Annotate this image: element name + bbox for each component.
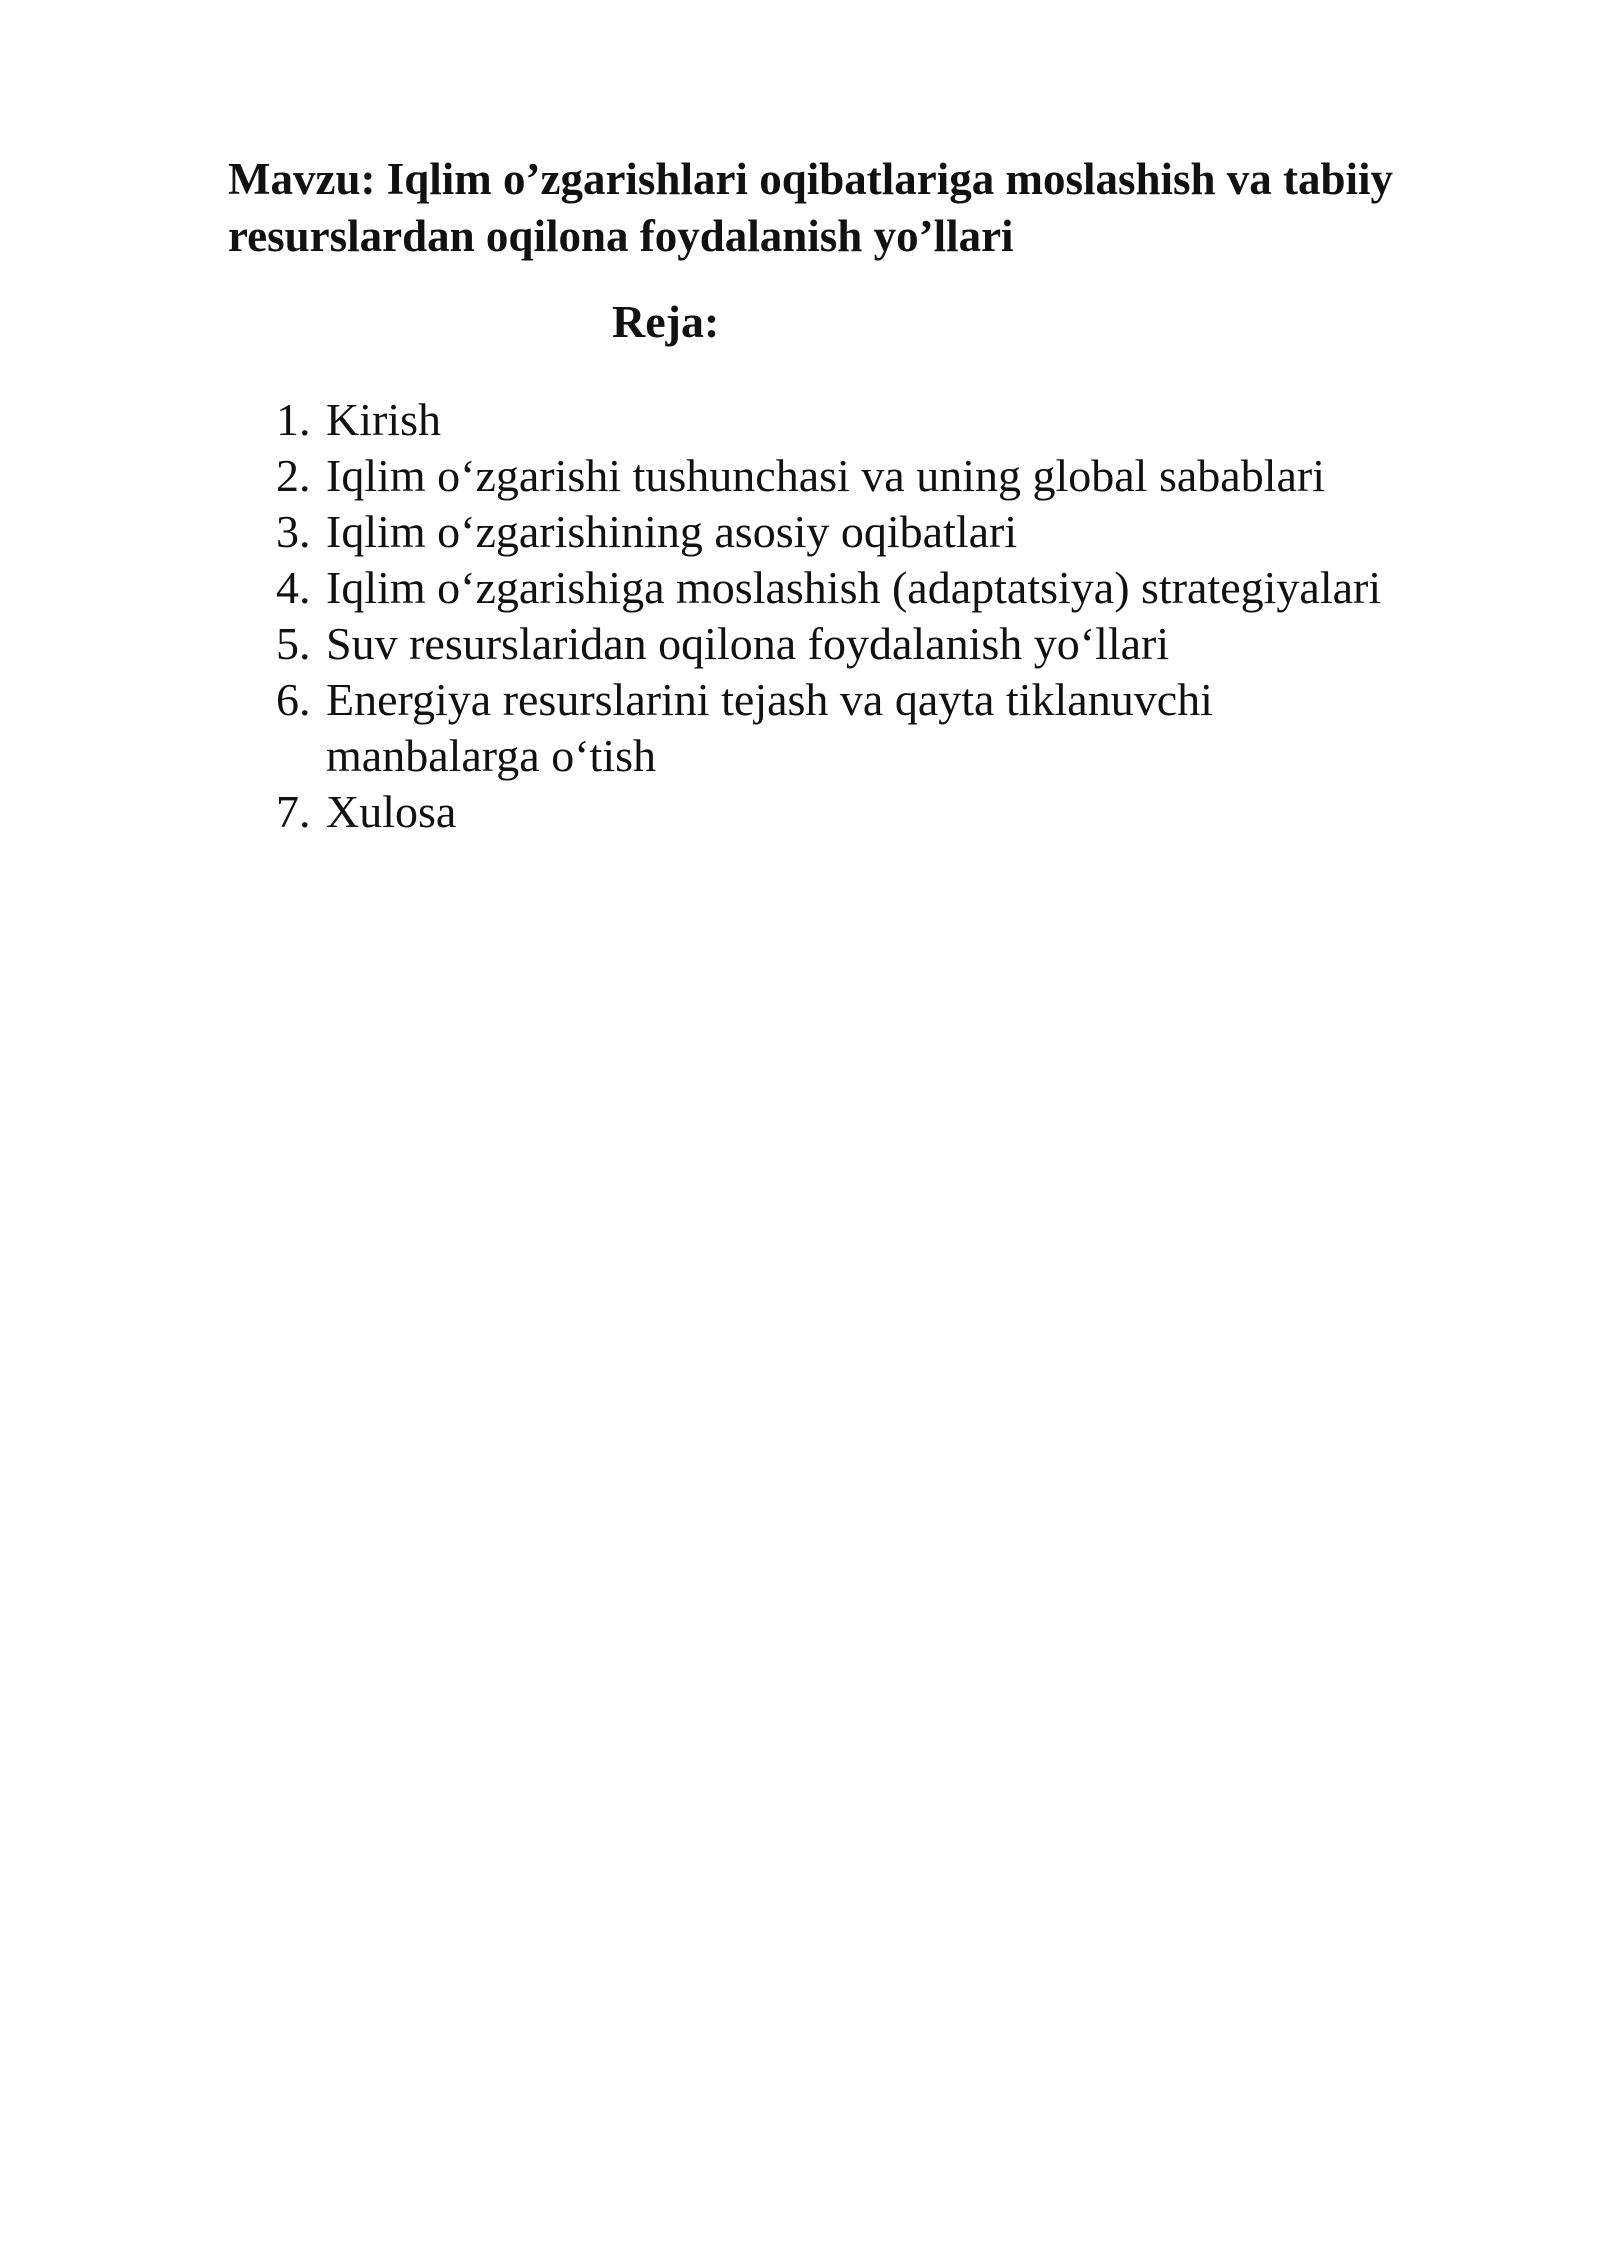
plan-item-text: Iqlim o‘zgarishining asosiy oqibatlari [326,506,1018,557]
plan-item-number: 1. [276,394,311,445]
plan-item [0,672,1600,784]
plan-heading: Reja: [612,296,720,347]
plan-item-number: 2. [276,450,311,501]
plan-item-text: Kirish [326,394,441,445]
plan-item-number: 7. [276,786,311,837]
plan-item-number: 3. [276,506,311,557]
title-line-1: Mavzu: Iqlim o’zgarishlari oqibatlariga moslashish va tabiiy [228,154,1394,204]
plan-item-text: Iqlim o‘zgarishi tushunchasi va uning global sabablari [326,450,1325,501]
plan-item [0,448,1600,504]
plan-item [0,504,1600,560]
plan-item-text: Iqlim o‘zgarishiga moslashish (adaptatsiya) strategiyalari [326,562,1382,613]
plan-item-text: Suv resurslaridan oqilona foydalanish yo‘llari [326,618,1170,669]
plan-item [0,784,1600,840]
plan-item-text: Xulosa [326,786,457,837]
title-line-2: resurslardan oqilona foydalanish yo’llari [228,211,1014,261]
plan-item-number: 5. [276,618,311,669]
document-title [228,151,1528,265]
plan-item [0,616,1600,672]
plan-item-text: Energiya resurslarini tejash va qayta tiklanuvchi manbalarga o‘tish [326,674,1213,781]
plan-item [0,392,1600,448]
plan-item [0,560,1600,616]
plan-item-number: 4. [276,562,311,613]
plan-list [0,392,1600,840]
plan-item-number: 6. [276,674,311,725]
